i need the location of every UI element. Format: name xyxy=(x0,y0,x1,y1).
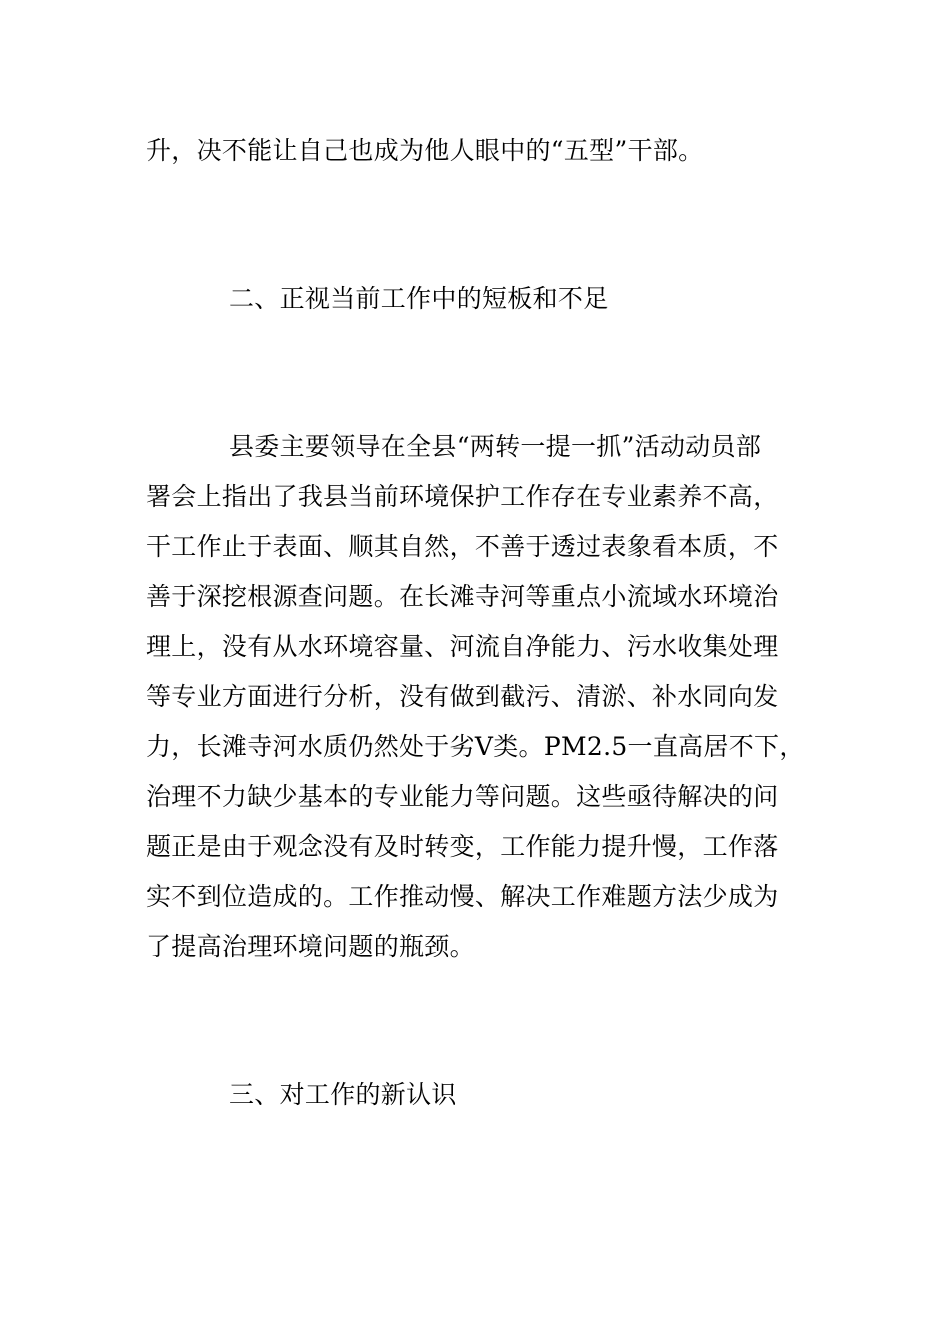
paragraph-line: 县委主要领导在全县“两转一提一抓”活动动员部 xyxy=(229,432,762,461)
paragraph-line: 等专业方面进行分析，没有做到截污、清淤、补水同向发 xyxy=(146,682,779,711)
paragraph-line: 题正是由于观念没有及时转变，工作能力提升慢，工作落 xyxy=(146,832,779,861)
paragraph-line: 力，长滩寺河水质仍然处于劣Ⅴ类。PM2.5一直高居不下， xyxy=(146,732,805,761)
paragraph-line: 理上，没有从水环境容量、河流自净能力、污水收集处理 xyxy=(146,632,779,661)
section-heading-3: 三、对工作的新认识 xyxy=(229,1080,457,1109)
paragraph-continuation-line: 升，决不能让自己也成为他人眼中的“五型”干部。 xyxy=(146,136,704,165)
paragraph-line: 了提高治理环境问题的瓶颈。 xyxy=(146,932,475,961)
paragraph-line: 善于深挖根源查问题。在长滩寺河等重点小流域水环境治 xyxy=(146,582,779,611)
paragraph-line: 干工作止于表面、顺其自然，不善于透过表象看本质，不 xyxy=(146,532,779,561)
paragraph-line: 署会上指出了我县当前环境保护工作存在专业素养不高， xyxy=(146,482,779,511)
section-heading-2: 二、正视当前工作中的短板和不足 xyxy=(229,284,609,313)
paragraph-line: 治理不力缺少基本的专业能力等问题。这些亟待解决的问 xyxy=(146,782,779,811)
paragraph-line: 实不到位造成的。工作推动慢、解决工作难题方法少成为 xyxy=(146,882,779,911)
